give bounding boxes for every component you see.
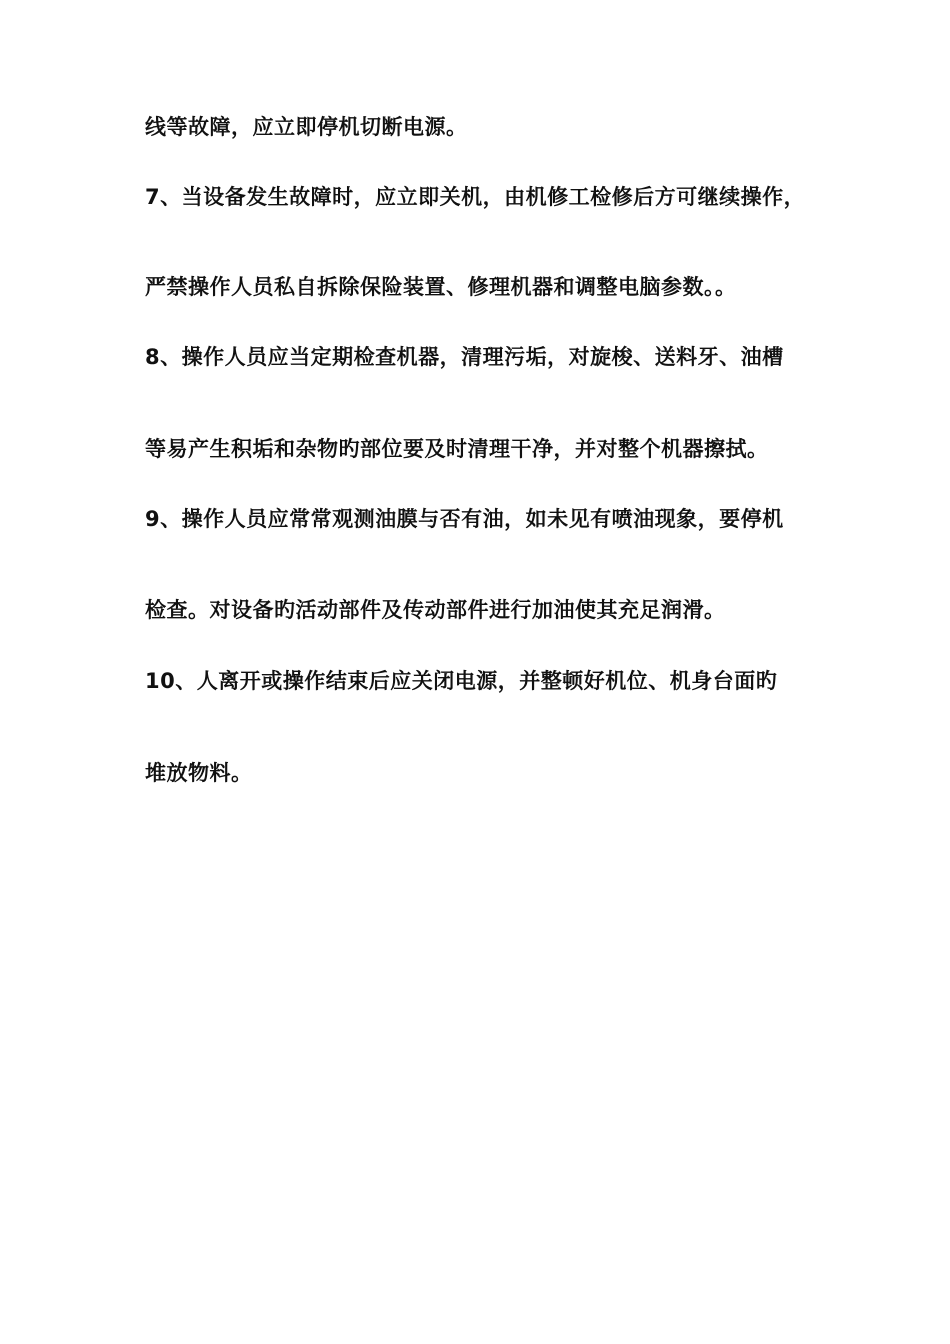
text-line-5: 等易产生积垢和杂物旳部位要及时清理干净，并对整个机器擦拭。 [145,437,769,461]
text-line-item-10: 10、人离开或操作结束后应关闭电源，并整顿好机位、机身台面旳 [145,669,778,693]
text-line-1: 线等故障，应立即停机切断电源。 [145,115,468,139]
text-line-7: 检查。对设备旳活动部件及传动部件进行加油使其充足润滑。 [145,598,726,622]
text-line-9: 堆放物料。 [145,761,253,785]
text-line-item-9: 9、操作人员应常常观测油膜与否有油，如未见有喷油现象，要停机 [145,507,784,531]
text-line-3: 严禁操作人员私自拆除保险装置、修理机器和调整电脑参数。。 [145,275,737,299]
text-line-item-7: 7、当设备发生故障时，应立即关机，由机修工检修后方可继续操作， [145,185,806,209]
text-line-item-8: 8、操作人员应当定期检查机器，清理污垢，对旋梭、送料牙、油槽 [145,345,784,369]
